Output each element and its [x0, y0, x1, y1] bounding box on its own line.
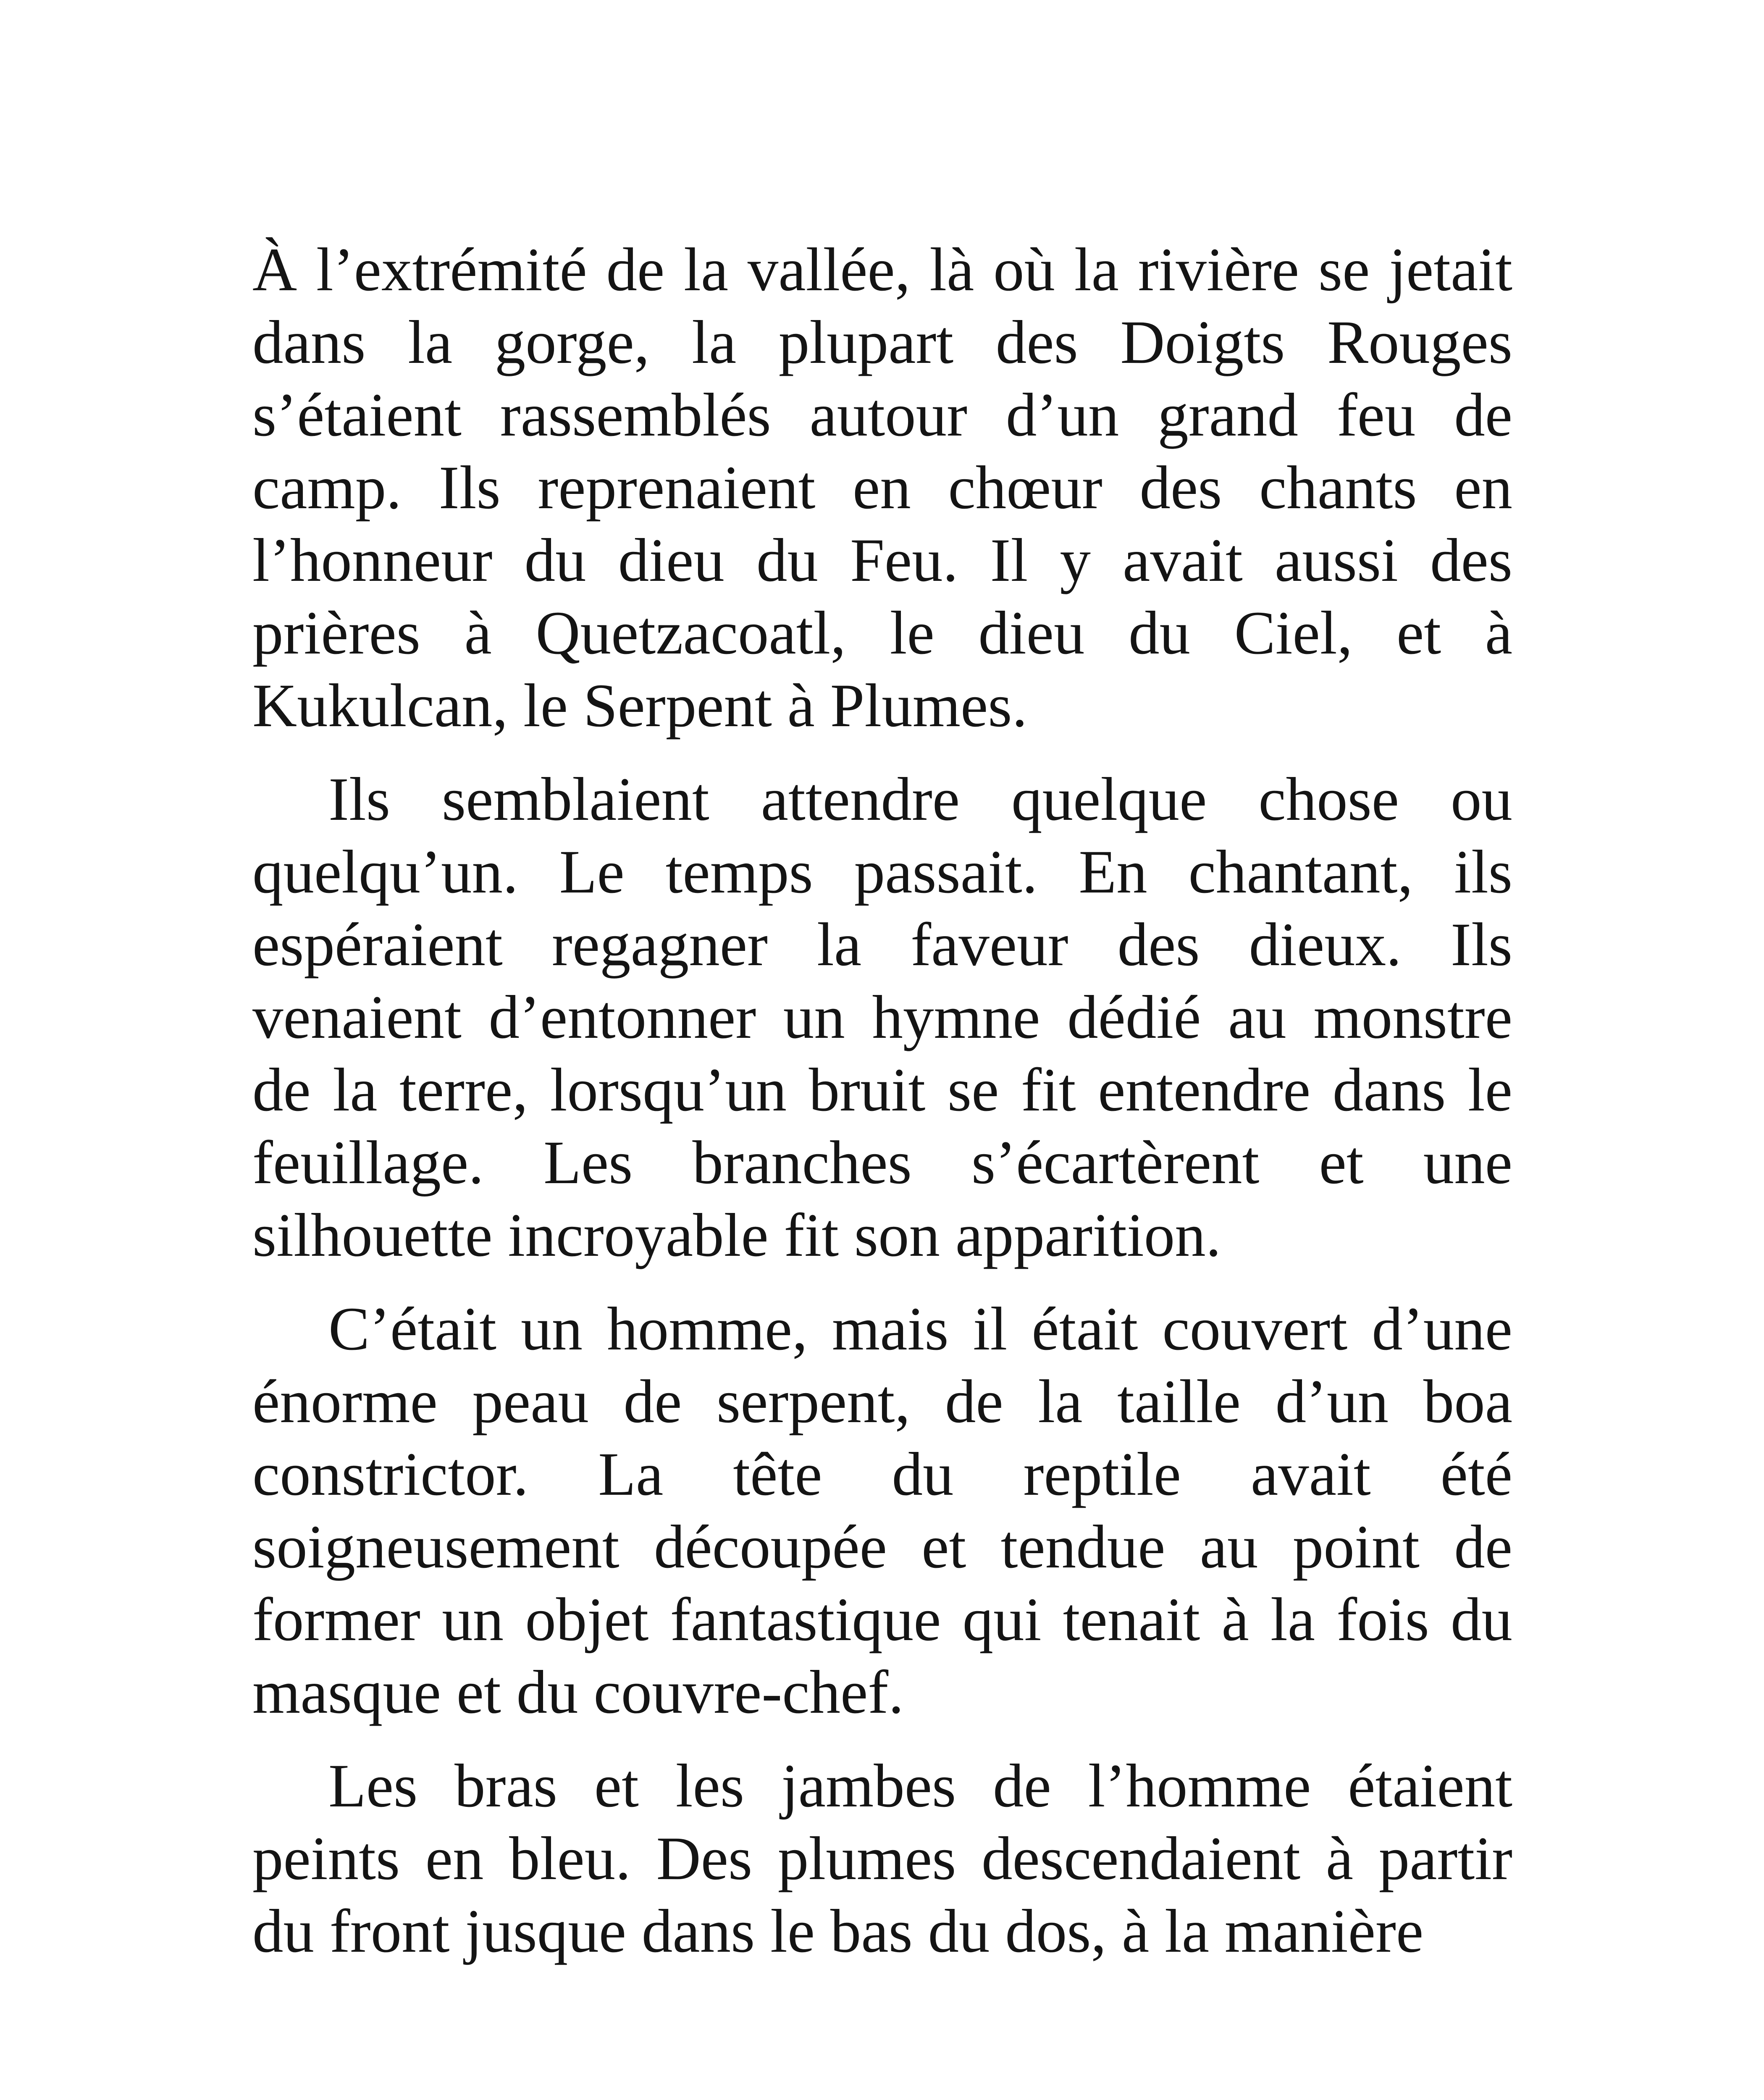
paragraph-1: À l’extrémité de la vallée, là où la rivière se jetait dans la gorge, la plupart des Doigts Rouges s’étaient rassemblés autour d’un grand feu de camp. Ils reprenaient en chœur des chants en l’honneur du dieu du Feu. Il y avait aussi des prières à Quetzacoatl, le dieu du Ciel, et à Kukulcan, le Serpent à Plumes. — [252, 235, 1512, 740]
body-text — [252, 233, 1512, 1967]
paragraph-4: Les bras et les jambes de l’homme étaient peints en bleu. Des plumes descendaient à partir du front jusque dans le bas du dos, à la manière — [252, 1751, 1512, 1965]
paragraph-3: C’était un homme, mais il était couvert d’une énorme peau de serpent, de la taille d’un boa constrictor. La tête du reptile avait été soigneusement découpée et tendue au point de former un objet fantastique qui tenait à la fois du masque et du couvre-chef. — [252, 1294, 1512, 1726]
paragraph-2: Ils semblaient attendre quelque chose ou quelqu’un. Le temps passait. En chantant, ils espéraient regagner la faveur des dieux. Ils venaient d’entonner un hymne dédié au monstre de la terre, lorsqu’un bruit se fit entendre dans le feuillage. Les branches s’écartèrent et une silhouette incroyable fit son apparition. — [252, 765, 1512, 1269]
